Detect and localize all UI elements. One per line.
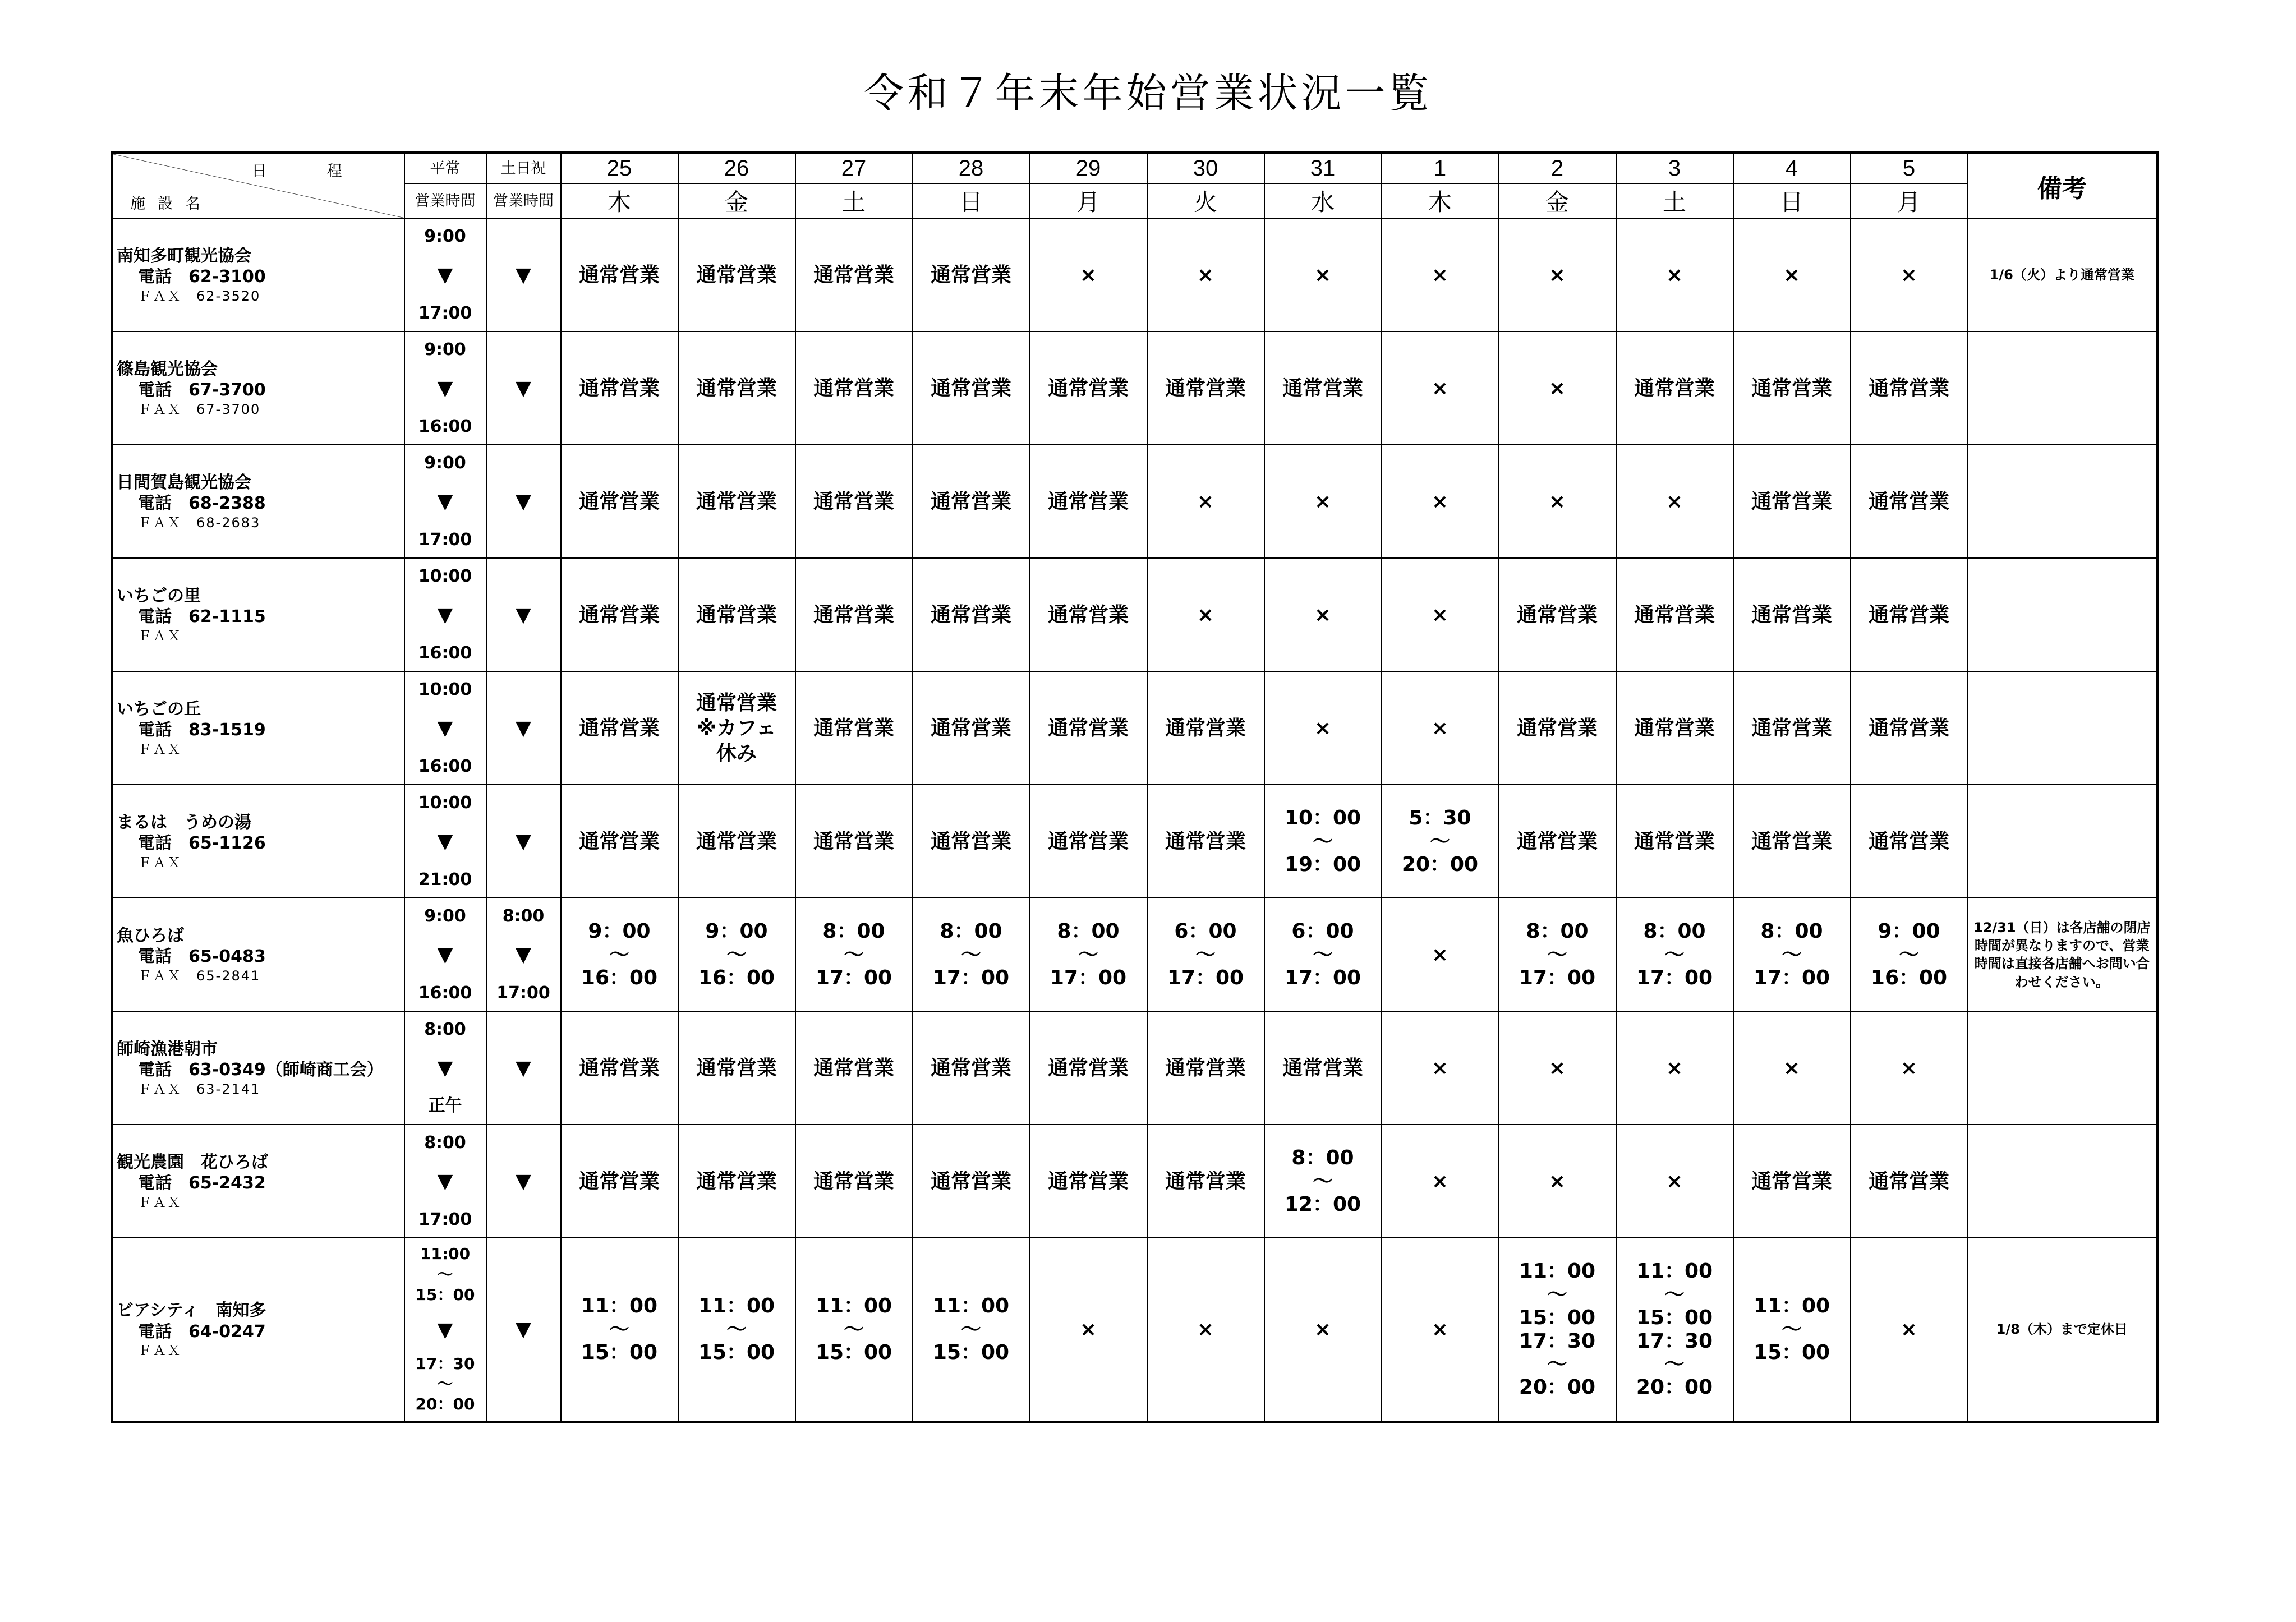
facility-cell [112, 785, 404, 898]
facility-name: まるは うめの湯 [117, 812, 251, 832]
status-closed: × [1382, 898, 1499, 1011]
close-time: 16:00 [418, 983, 472, 1003]
weekday-hours-cell [404, 671, 486, 785]
facility-tel: 電話 62-1115 [138, 607, 266, 627]
day-number: 1 [1382, 153, 1499, 184]
remarks-cell: 1/6（火）より通常営業 [1968, 218, 2157, 331]
facility-cell [112, 671, 404, 785]
status-open: 通常営業 [561, 558, 678, 671]
down-arrow-icon: ▼ [437, 943, 453, 967]
facility-fax: ＦＡＸ [138, 628, 182, 644]
facility-label: 施設名 [130, 195, 213, 213]
status-open: 通常営業 [678, 1125, 795, 1238]
down-arrow-icon: ▼ [437, 717, 453, 740]
remarks-cell [1968, 445, 2157, 558]
weekday-hours-cell [404, 331, 486, 445]
down-arrow-icon: ▼ [437, 830, 453, 854]
open-time: 10:00 [418, 680, 472, 700]
status-open: 通常営業 [1499, 785, 1616, 898]
status-open: 通常営業 [795, 1011, 913, 1125]
status-open: 通常営業 [795, 558, 913, 671]
holiday-hours-cell [486, 331, 561, 445]
schedule-label: 日 程 [251, 163, 365, 180]
holiday-hours-cell [486, 218, 561, 331]
status-closed: × [1499, 1011, 1616, 1125]
status-open: 通常営業 [795, 671, 913, 785]
status-open: 通常営業 [1030, 445, 1147, 558]
down-arrow-icon: ▼ [516, 1056, 531, 1080]
facility-row [112, 1238, 2157, 1422]
status-open: 通常営業 [561, 445, 678, 558]
weekday-hours-label-bottom: 営業時間 [404, 183, 486, 218]
open-time: 11:00 ～ 15：00 [415, 1245, 475, 1305]
facility-row [112, 331, 2157, 445]
facility-cell [112, 558, 404, 671]
facility-cell [112, 445, 404, 558]
status-closed: × [1851, 1011, 1968, 1125]
down-arrow-icon: ▼ [437, 264, 453, 287]
close-time: 16:00 [418, 417, 472, 437]
weekday: 木 [1382, 183, 1499, 218]
day-number: 29 [1030, 153, 1147, 184]
down-arrow-icon: ▼ [516, 1318, 531, 1342]
close-time: 17:00 [418, 303, 472, 324]
holiday-hours-cell [486, 445, 561, 558]
status-open: 通常営業 [1030, 1125, 1147, 1238]
status-closed: × [1030, 1238, 1147, 1422]
facility-tel: 電話 62-3100 [138, 267, 266, 287]
facility-cell [112, 331, 404, 445]
weekday: 水 [1264, 183, 1382, 218]
status-open: 通常営業 [1733, 445, 1851, 558]
facility-name: ビアシティ 南知多 [117, 1301, 266, 1321]
status-closed: × [1616, 1125, 1733, 1238]
weekday: 土 [1616, 183, 1733, 218]
status-open: 通常営業 [1851, 671, 1968, 785]
facility-name: 南知多町観光協会 [117, 246, 251, 266]
facility-row [112, 558, 2157, 671]
status-open: 通常営業 [913, 218, 1030, 331]
status-closed: × [1030, 218, 1147, 331]
facility-fax: ＦＡＸ [138, 741, 182, 757]
remarks-cell [1968, 558, 2157, 671]
remarks-header: 備考 [1968, 153, 2157, 219]
close-time: 17:00 [418, 1210, 472, 1230]
down-arrow-icon: ▼ [516, 376, 531, 400]
status-hours: 11：00 ～ 15：00 [913, 1238, 1030, 1422]
holiday-open-time: 8:00 [502, 906, 545, 927]
status-open: 通常営業 [1147, 671, 1264, 785]
status-closed: × [1733, 1011, 1851, 1125]
status-open: 通常営業 [1733, 331, 1851, 445]
status-open: 通常営業 [1264, 331, 1382, 445]
status-open: 通常営業 [1030, 671, 1147, 785]
facility-name: 日間賀島観光協会 [117, 472, 251, 492]
facility-fax: ＦＡＸ 63-2141 [138, 1081, 261, 1097]
status-open: 通常営業 [1030, 331, 1147, 445]
day-number: 3 [1616, 153, 1733, 184]
status-open: 通常営業 [913, 1125, 1030, 1238]
weekday-hours-label-top: 平常 [404, 153, 486, 184]
status-open: 通常営業 [561, 1011, 678, 1125]
weekday-hours-cell [404, 898, 486, 1011]
status-hours: 8：00 ～ 17：00 [1616, 898, 1733, 1011]
weekday-hours-cell [404, 785, 486, 898]
status-closed: × [1382, 1011, 1499, 1125]
open-time: 8:00 [424, 1133, 466, 1153]
status-open: 通常営業 [1147, 1011, 1264, 1125]
status-closed: × [1382, 331, 1499, 445]
status-open: 通常営業 [561, 1125, 678, 1238]
status-closed: × [1382, 558, 1499, 671]
facility-row [112, 898, 2157, 1011]
status-hours: 8：00 ～ 17：00 [1030, 898, 1147, 1011]
status-open: 通常営業 [913, 785, 1030, 898]
facility-cell [112, 898, 404, 1011]
status-hours: 11：00 ～ 15：00 17：30 ～ 20：00 [1616, 1238, 1733, 1422]
weekday: 月 [1030, 183, 1147, 218]
weekday: 日 [1733, 183, 1851, 218]
open-time: 9:00 [424, 906, 466, 927]
facility-name: 観光農園 花ひろば [117, 1152, 268, 1172]
close-time: 16:00 [418, 643, 472, 663]
holiday-hours-cell [486, 1011, 561, 1125]
status-open: 通常営業 [1499, 671, 1616, 785]
status-hours: 11：00 ～ 15：00 [1733, 1238, 1851, 1422]
status-open: 通常営業 [1147, 331, 1264, 445]
holiday-hours-cell [486, 785, 561, 898]
status-open: 通常営業 [678, 785, 795, 898]
status-open: 通常営業 [678, 558, 795, 671]
down-arrow-icon: ▼ [437, 1170, 453, 1194]
weekday: 金 [678, 183, 795, 218]
status-closed: × [1382, 671, 1499, 785]
facility-tel: 電話 63-0349（師崎商工会） [138, 1060, 384, 1080]
weekday-hours-cell [404, 1011, 486, 1125]
weekday: 土 [795, 183, 913, 218]
weekday: 金 [1499, 183, 1616, 218]
status-open: 通常営業 ※カフェ 休み [678, 671, 795, 785]
status-open: 通常営業 [1616, 671, 1733, 785]
facility-name: 篠島観光協会 [117, 359, 218, 379]
day-number: 2 [1499, 153, 1616, 184]
down-arrow-icon: ▼ [516, 830, 531, 853]
facility-row [112, 1125, 2157, 1238]
close-time: 正午 [428, 1096, 462, 1116]
down-arrow-icon: ▼ [437, 490, 453, 514]
status-hours: 9：00 ～ 16：00 [678, 898, 795, 1011]
down-arrow-icon: ▼ [516, 603, 531, 626]
holiday-hours-label-bottom: 営業時間 [486, 183, 561, 218]
status-closed: × [1616, 218, 1733, 331]
status-closed: × [1382, 1125, 1499, 1238]
day-number: 4 [1733, 153, 1851, 184]
status-open: 通常営業 [1616, 785, 1733, 898]
open-time: 8:00 [424, 1020, 466, 1040]
status-open: 通常営業 [1030, 558, 1147, 671]
status-open: 通常営業 [1851, 558, 1968, 671]
status-open: 通常営業 [678, 445, 795, 558]
remarks-cell: 12/31（日）は各店舗の閉店時間が異なりますので、営業時間は直接各店舗へお問い合わせください。 [1968, 898, 2157, 1011]
open-time: 9:00 [424, 340, 466, 360]
remarks-cell [1968, 1011, 2157, 1125]
status-hours: 9：00 ～ 16：00 [561, 898, 678, 1011]
status-hours: 8：00 ～ 12：00 [1264, 1125, 1382, 1238]
facility-row [112, 785, 2157, 898]
remarks-cell [1968, 785, 2157, 898]
status-closed: × [1499, 331, 1616, 445]
remarks-cell [1968, 671, 2157, 785]
facility-name: いちごの丘 [117, 699, 201, 719]
status-open: 通常営業 [1733, 671, 1851, 785]
status-open: 通常営業 [913, 1011, 1030, 1125]
facility-tel: 電話 64-0247 [138, 1321, 266, 1342]
facility-fax: ＦＡＸ [138, 1194, 182, 1210]
holiday-hours-cell [486, 898, 561, 1011]
day-number: 27 [795, 153, 913, 184]
facility-row [112, 445, 2157, 558]
status-hours: 8：00 ～ 17：00 [795, 898, 913, 1011]
status-hours: 5：30 ～ 20：00 [1382, 785, 1499, 898]
status-hours: 8：00 ～ 17：00 [913, 898, 1030, 1011]
status-hours: 11：00 ～ 15：00 [561, 1238, 678, 1422]
status-open: 通常営業 [913, 558, 1030, 671]
down-arrow-icon: ▼ [437, 603, 453, 627]
status-closed: × [1147, 1238, 1264, 1422]
status-open: 通常営業 [1030, 1011, 1147, 1125]
status-closed: × [1147, 218, 1264, 331]
status-closed: × [1147, 445, 1264, 558]
status-closed: × [1499, 1125, 1616, 1238]
weekday: 日 [913, 183, 1030, 218]
status-open: 通常営業 [561, 218, 678, 331]
weekday: 火 [1147, 183, 1264, 218]
status-hours: 11：00 ～ 15：00 [678, 1238, 795, 1422]
status-closed: × [1499, 445, 1616, 558]
remarks-cell [1968, 331, 2157, 445]
status-open: 通常営業 [1616, 331, 1733, 445]
status-closed: × [1382, 218, 1499, 331]
facility-cell [112, 1011, 404, 1125]
holiday-hours-cell [486, 1125, 561, 1238]
status-hours: 11：00 ～ 15：00 17：30 ～ 20：00 [1499, 1238, 1616, 1422]
page-title: 令和７年末年始営業状況一覧 [863, 70, 1433, 117]
open-time: 10:00 [418, 793, 472, 813]
status-open: 通常営業 [1733, 1125, 1851, 1238]
status-open: 通常営業 [561, 331, 678, 445]
facility-fax: ＦＡＸ 62-3520 [138, 288, 261, 304]
status-open: 通常営業 [913, 445, 1030, 558]
remarks-cell: 1/8（木）まで定休日 [1968, 1238, 2157, 1422]
facility-cell [112, 1125, 404, 1238]
status-open: 通常営業 [561, 671, 678, 785]
status-open: 通常営業 [678, 218, 795, 331]
down-arrow-icon: ▼ [437, 1318, 453, 1342]
weekday-hours-cell [404, 1125, 486, 1238]
status-open: 通常営業 [795, 331, 913, 445]
status-closed: × [1382, 1238, 1499, 1422]
status-hours: 6：00 ～ 17：00 [1147, 898, 1264, 1011]
holiday-hours-cell [486, 1238, 561, 1422]
status-closed: × [1499, 218, 1616, 331]
status-closed: × [1616, 445, 1733, 558]
weekday-hours-cell [404, 1238, 486, 1422]
status-hours: 9：00 ～ 16：00 [1851, 898, 1968, 1011]
status-open: 通常営業 [1851, 331, 1968, 445]
status-open: 通常営業 [1851, 785, 1968, 898]
weekday-hours-cell [404, 558, 486, 671]
status-hours: 11：00 ～ 15：00 [795, 1238, 913, 1422]
day-number: 30 [1147, 153, 1264, 184]
schedule-table [111, 151, 2159, 1423]
status-closed: × [1851, 1238, 1968, 1422]
status-open: 通常営業 [678, 1011, 795, 1125]
facility-name: 魚ひろば [117, 925, 184, 946]
status-closed: × [1147, 558, 1264, 671]
status-closed: × [1264, 558, 1382, 671]
facility-fax: ＦＡＸ 65-2841 [138, 967, 261, 984]
remarks-cell [1968, 1125, 2157, 1238]
status-open: 通常営業 [795, 218, 913, 331]
status-closed: × [1264, 218, 1382, 331]
facility-name: いちごの里 [117, 586, 201, 606]
day-number: 28 [913, 153, 1030, 184]
status-open: 通常営業 [795, 445, 913, 558]
holiday-close-time: 17:00 [496, 983, 550, 1003]
status-open: 通常営業 [1851, 1125, 1968, 1238]
status-open: 通常営業 [795, 1125, 913, 1238]
down-arrow-icon: ▼ [437, 1057, 453, 1080]
down-arrow-icon: ▼ [516, 943, 531, 966]
status-open: 通常営業 [561, 785, 678, 898]
day-number: 31 [1264, 153, 1382, 184]
status-closed: × [1264, 1238, 1382, 1422]
day-number: 26 [678, 153, 795, 184]
corner-header [112, 153, 404, 219]
facility-fax: ＦＡＸ 68-2683 [138, 514, 261, 531]
status-hours: 8：00 ～ 17：00 [1733, 898, 1851, 1011]
status-hours: 6：00 ～ 17：00 [1264, 898, 1382, 1011]
status-closed: × [1382, 445, 1499, 558]
status-hours: 8：00 ～ 17：00 [1499, 898, 1616, 1011]
status-open: 通常営業 [913, 331, 1030, 445]
status-closed: × [1616, 1011, 1733, 1125]
facility-name: 師崎漁港朝市 [117, 1039, 218, 1059]
open-time: 9:00 [424, 227, 466, 247]
close-time: 17:00 [418, 530, 472, 550]
status-open: 通常営業 [1851, 445, 1968, 558]
status-hours: 10：00 ～ 19：00 [1264, 785, 1382, 898]
down-arrow-icon: ▼ [516, 1169, 531, 1193]
open-time: 10:00 [418, 566, 472, 587]
status-open: 通常営業 [795, 785, 913, 898]
facility-fax: ＦＡＸ [138, 1343, 182, 1359]
holiday-hours-cell [486, 558, 561, 671]
facility-tel: 電話 67-3700 [138, 380, 266, 400]
weekday-hours-cell [404, 445, 486, 558]
status-open: 通常営業 [913, 671, 1030, 785]
facility-row [112, 218, 2157, 331]
facility-rows [112, 218, 2157, 1422]
down-arrow-icon: ▼ [516, 716, 531, 740]
holiday-hours-label-top: 土日祝 [486, 153, 561, 184]
status-open: 通常営業 [678, 331, 795, 445]
close-time: 21:00 [418, 870, 472, 890]
status-open: 通常営業 [1616, 558, 1733, 671]
status-open: 通常営業 [1030, 785, 1147, 898]
open-time: 9:00 [424, 453, 466, 473]
status-closed: × [1264, 445, 1382, 558]
facility-fax: ＦＡＸ [138, 854, 182, 870]
down-arrow-icon: ▼ [437, 377, 453, 400]
facility-cell [112, 1238, 404, 1422]
weekday-hours-cell [404, 218, 486, 331]
status-open: 通常営業 [1499, 558, 1616, 671]
facility-tel: 電話 65-0483 [138, 947, 266, 967]
facility-tel: 電話 65-1126 [138, 833, 266, 854]
facility-tel: 電話 65-2432 [138, 1173, 266, 1194]
facility-row [112, 1011, 2157, 1125]
close-time: 16:00 [418, 757, 472, 777]
status-closed: × [1264, 671, 1382, 785]
holiday-hours-cell [486, 671, 561, 785]
status-open: 通常営業 [1733, 785, 1851, 898]
facility-fax: ＦＡＸ 67-3700 [138, 401, 261, 417]
facility-tel: 電話 68-2388 [138, 494, 266, 514]
day-number: 5 [1851, 153, 1968, 184]
weekday: 木 [561, 183, 678, 218]
status-open: 通常営業 [1147, 785, 1264, 898]
down-arrow-icon: ▼ [516, 490, 531, 513]
status-open: 通常営業 [1147, 1125, 1264, 1238]
status-open: 通常営業 [1264, 1011, 1382, 1125]
status-closed: × [1733, 218, 1851, 331]
facility-cell [112, 218, 404, 331]
weekday: 月 [1851, 183, 1968, 218]
facility-tel: 電話 83-1519 [138, 720, 266, 740]
status-open: 通常営業 [1733, 558, 1851, 671]
day-number: 25 [561, 153, 678, 184]
status-closed: × [1851, 218, 1968, 331]
down-arrow-icon: ▼ [516, 263, 531, 287]
facility-row [112, 671, 2157, 785]
close-time: 17：30 ～ 20：00 [415, 1354, 475, 1414]
